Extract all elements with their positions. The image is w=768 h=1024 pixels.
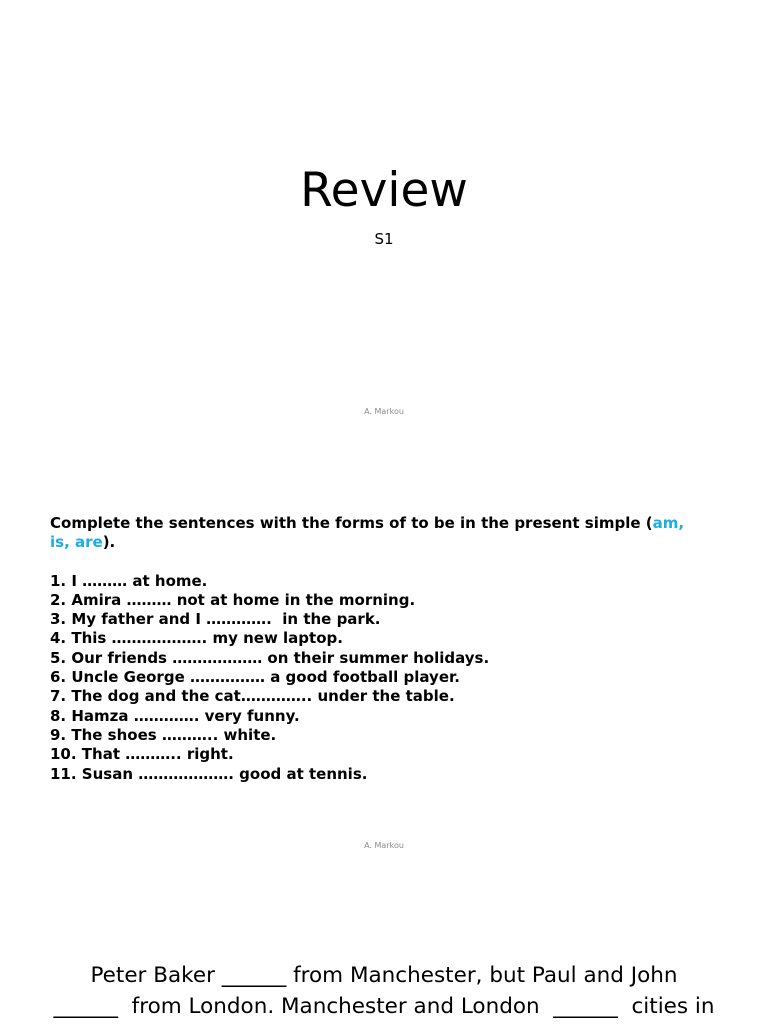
cloze-line: Peter Baker ______ from Manchester, but Paul and John: [90, 963, 678, 988]
slide-cloze: [0, 868, 768, 1024]
instruction-highlight: am, is, are: [50, 514, 685, 552]
exercise-instruction: [50, 514, 690, 553]
exercise-block: [50, 514, 690, 784]
slide-footer-author: A. Markou: [364, 407, 404, 416]
cloze-text: [0, 960, 768, 1022]
exercise-item: 8. Hamza …………. very funny.: [50, 706, 300, 725]
slide-exercise: [0, 434, 768, 868]
exercise-item: 6. Uncle George …………… a good football player.: [50, 668, 460, 687]
exercise-item: 10. That ……….. right.: [50, 745, 234, 764]
instruction-text: Complete the sentences with the forms of to be in the present simple (: [50, 514, 653, 532]
exercise-list: [50, 572, 690, 784]
slide-footer-author: A. Markou: [364, 841, 404, 850]
exercise-item: 7. The dog and the cat………….. under the table.: [50, 687, 455, 706]
slide-title: [0, 0, 768, 434]
exercise-item: 2. Amira ……… not at home in the morning.: [50, 590, 416, 609]
cloze-line: ______ from London. Manchester and London ______ cities in: [53, 994, 715, 1019]
exercise-item: 9. The shoes ……….. white.: [50, 725, 277, 744]
exercise-item: 1. I ……… at home.: [50, 571, 208, 590]
exercise-item: 5. Our friends ……………… on their summer holidays.: [50, 648, 490, 667]
slide-title-heading: Review: [300, 163, 468, 218]
exercise-item: 11. Susan ………………. good at tennis.: [50, 764, 368, 783]
exercise-item: 3. My father and I …………. in the park.: [50, 610, 381, 629]
slide-subtitle: S1: [374, 230, 394, 248]
exercise-item: 4. This ………………. my new laptop.: [50, 629, 343, 648]
instruction-end: ).: [102, 533, 116, 552]
